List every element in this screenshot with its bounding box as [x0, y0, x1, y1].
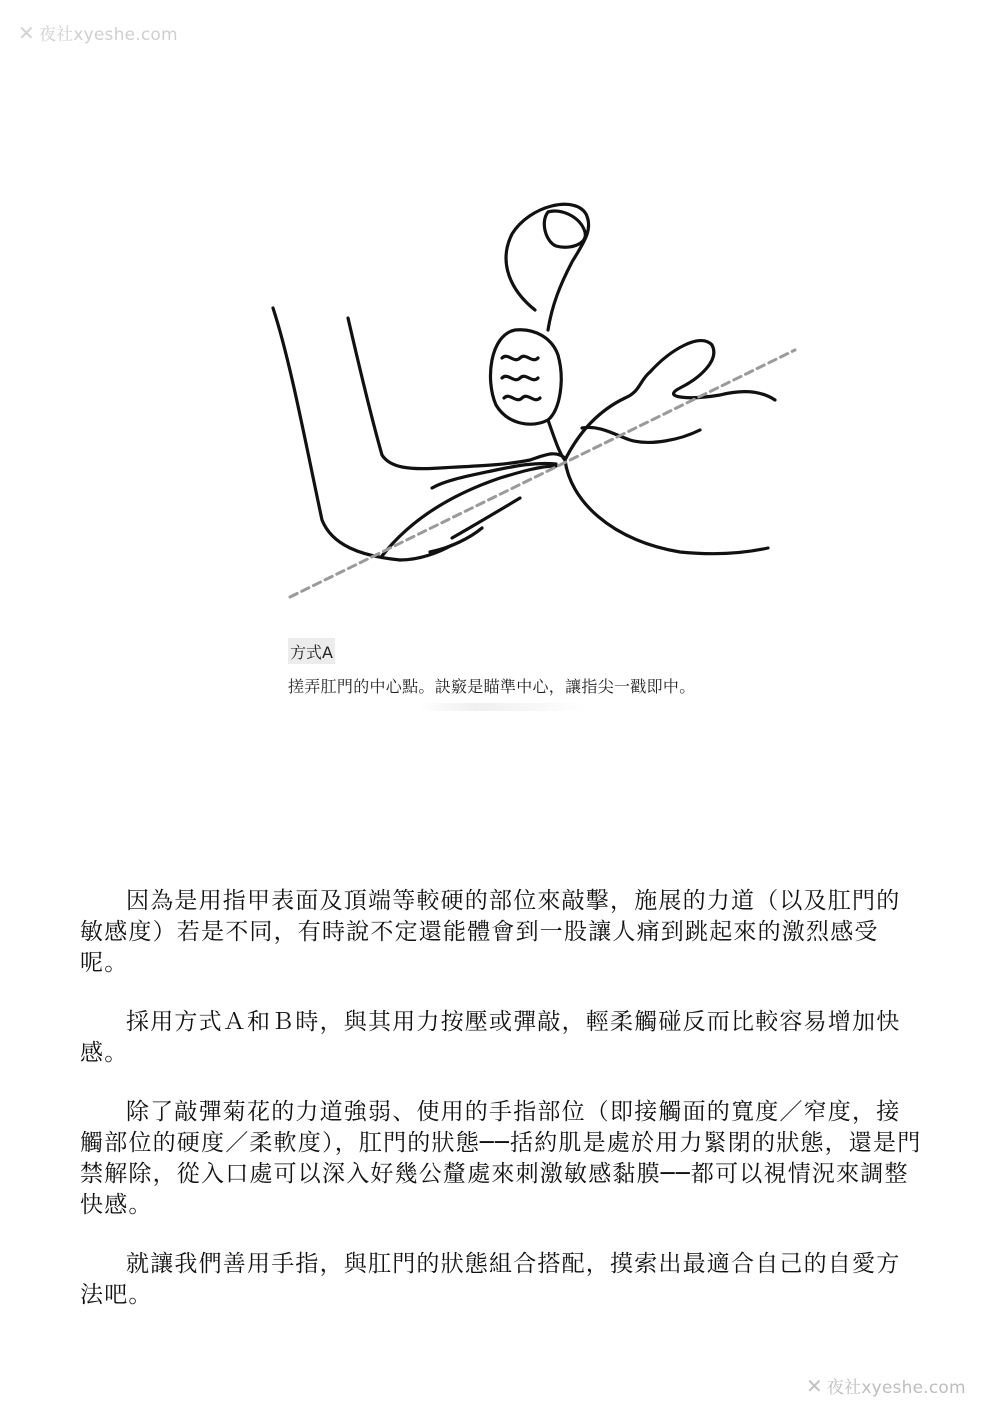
- scrotum-wave-3: [504, 396, 540, 399]
- finger-3: [452, 498, 520, 538]
- scrotum-wave-1: [502, 356, 538, 359]
- x-logo-icon: ✕: [806, 1373, 823, 1398]
- faint-mark: [418, 703, 588, 711]
- caption-label: 方式A: [288, 638, 335, 664]
- watermark-bottom: [806, 1373, 966, 1398]
- watermark-text: 夜社xyeshe.com: [826, 1378, 966, 1398]
- paragraph: 就讓我們善用手指，與肛門的狀態組合搭配，摸索出最適合自己的自愛方法吧。: [80, 1251, 901, 1308]
- figure-caption: [288, 638, 788, 711]
- line-illustration: [260, 190, 820, 610]
- paragraph: 因為是用指甲表面及頂端等較硬的部位來敲擊，施展的力道（以及肛門的敏感度）若是不同，有時說不定還能體會到一股讓人痛到跳起來的激烈感受呢。: [80, 888, 901, 976]
- buttock-lower: [565, 460, 768, 554]
- inner-leg-outline: [348, 318, 565, 469]
- buttock-upper: [565, 341, 775, 460]
- finger-2: [430, 528, 482, 552]
- leg-outline: [273, 308, 400, 560]
- scrotum-wave-2: [502, 376, 538, 379]
- body-text: [80, 886, 922, 1339]
- shaft-left: [506, 204, 589, 330]
- paragraph: 採用方式Ａ和Ｂ時，與其用力按壓或彈敲，輕柔觸碰反而比較容易增加快感。: [80, 1009, 901, 1066]
- x-logo-icon: ✕: [18, 20, 35, 45]
- glans: [544, 211, 585, 247]
- watermark-top: [18, 20, 178, 45]
- paragraph: 除了敲彈菊花的力道強弱、使用的手指部位（即接觸面的寬度／窄度，接觸部位的硬度／柔軟度），肛門的狀態──括約肌是處於用力緊閉的狀態，還是門禁解除，從入口處可以深入好幾公釐處來刺激敏感黏膜──都可以視情況來調整快感。: [80, 1099, 922, 1218]
- caption-text: 搓弄肛門的中心點。訣竅是瞄準中心，讓指尖一戳即中。: [288, 677, 696, 696]
- watermark-text: 夜社xyeshe.com: [38, 25, 178, 45]
- buttock-mid: [582, 427, 700, 442]
